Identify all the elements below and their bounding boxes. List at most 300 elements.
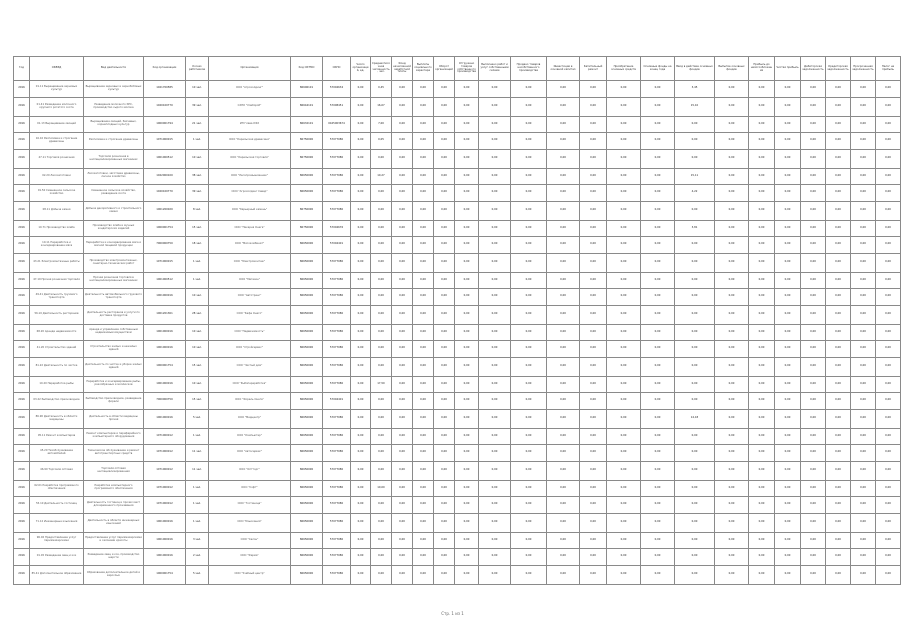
table-cell: 0,00 <box>392 513 413 532</box>
table-cell: 0,00 <box>434 324 455 341</box>
table-cell: 2016 <box>14 237 30 254</box>
table-cell: 0,00 <box>675 149 715 168</box>
table-cell: ИП Глава КФХ <box>209 116 291 133</box>
table-cell: 0,00 <box>607 549 641 566</box>
table-cell: 0,00 <box>607 237 641 254</box>
table-cell: 0,00 <box>479 565 511 584</box>
table-cell: 0,00 <box>580 237 607 254</box>
table-cell: 86.90 Деятельность в области медицины <box>30 409 84 428</box>
table-cell: 0,00 <box>511 428 547 445</box>
table-cell: 10 чел. <box>186 81 209 98</box>
table-cell: 43.21 Электромонтажные работы <box>30 253 84 272</box>
table-cell: 57077080 <box>323 532 351 549</box>
table-cell: 0,00 <box>434 305 455 324</box>
table-cell: 86650000 <box>291 428 323 445</box>
table-cell: 0,00 <box>392 393 413 410</box>
page-number: Стр. 1 из 1 <box>441 611 464 616</box>
table-cell: 0,00 <box>641 393 675 410</box>
table-cell: 0,00 <box>511 532 547 549</box>
table-cell: 0,00 <box>715 289 749 306</box>
table-cell: 0,00 <box>434 532 455 549</box>
table-cell: 86650000 <box>291 513 323 532</box>
table-cell: 0,00 <box>547 532 580 549</box>
table-cell: 0,00 <box>547 253 580 272</box>
table-cell: 0,00 <box>511 445 547 462</box>
table-cell: 0,00 <box>371 497 392 514</box>
table-cell: 0,00 <box>826 324 851 341</box>
table-row <box>14 513 901 532</box>
table-cell: 2016 <box>14 149 30 168</box>
table-cell: 0,00 <box>607 532 641 549</box>
table-cell: 0,00 <box>826 289 851 306</box>
table-cell: 0,00 <box>455 549 479 566</box>
table-cell: 0,00 <box>479 185 511 202</box>
table-cell: ООО "Медцентр" <box>209 409 291 428</box>
table-cell: 57077080 <box>323 168 351 185</box>
table-cell: 0,00 <box>851 549 876 566</box>
table-cell: 1071000015 <box>144 133 186 150</box>
table-cell: 86650000 <box>291 409 323 428</box>
table-cell: 0,00 <box>775 532 801 549</box>
column-header: Код ОКТМО <box>291 57 323 81</box>
table-cell: 0,00 <box>749 461 775 480</box>
table-cell: 81.22 Деятельность по чистке <box>30 357 84 376</box>
table-cell: Смешанное сельское хозяйство, разведение скота <box>84 185 144 202</box>
table-cell: Деятельность ресторанов и услуги по доставке продуктов <box>84 305 144 324</box>
table-cell: 0,00 <box>775 133 801 150</box>
table-cell: 0,00 <box>715 480 749 497</box>
table-cell: Выращивание зерновых и зернобобовых культур <box>84 81 144 98</box>
table-cell: 0,00 <box>434 461 455 480</box>
table-cell: 8 чел. <box>186 201 209 220</box>
table-cell: 0,00 <box>801 409 826 428</box>
table-cell: 0,00 <box>479 220 511 237</box>
table-cell: 47.11 Торговля розничная <box>30 149 84 168</box>
table-cell: 1001200020 <box>144 201 186 220</box>
table-cell: 0,00 <box>455 237 479 254</box>
table-cell: 0,00 <box>675 237 715 254</box>
column-header: Организация <box>209 57 291 81</box>
table-cell: 0,00 <box>775 185 801 202</box>
table-cell: 0,00 <box>479 133 511 150</box>
table-cell: 0,00 <box>547 409 580 428</box>
table-cell: 0,00 <box>580 305 607 324</box>
table-cell: 0,00 <box>801 549 826 566</box>
table-cell: 2016 <box>14 253 30 272</box>
table-cell: 0,00 <box>455 324 479 341</box>
table-cell: 2016 <box>14 97 30 116</box>
table-cell: 2016 <box>14 376 30 393</box>
table-cell: 0,00 <box>371 341 392 358</box>
table-row <box>14 532 901 549</box>
table-cell: 86650000 <box>291 341 323 358</box>
table-cell: 0,00 <box>511 565 547 584</box>
table-cell: 0,00 <box>641 168 675 185</box>
table-cell: 0,00 <box>351 565 371 584</box>
table-cell: 0,00 <box>479 168 511 185</box>
table-cell: 2016 <box>14 185 30 202</box>
table-cell: 0,00 <box>434 133 455 150</box>
table-cell: 0,00 <box>351 116 371 133</box>
table-cell: Производство хлеба и мучных кондитерских изделий <box>84 220 144 237</box>
table-cell: 0,00 <box>715 376 749 393</box>
table-cell: 2016 <box>14 409 30 428</box>
table-cell: 0,00 <box>413 220 434 237</box>
table-cell: 0,00 <box>607 461 641 480</box>
table-cell: 0,00 <box>434 253 455 272</box>
table-row <box>14 81 901 98</box>
table-cell: 0,00 <box>351 133 371 150</box>
table-cell: 0,00 <box>749 97 775 116</box>
table-cell: 0,00 <box>775 428 801 445</box>
table-cell: 0,00 <box>547 168 580 185</box>
table-cell: 0,00 <box>715 305 749 324</box>
table-cell: 0,00 <box>826 357 851 376</box>
table-cell: 2016 <box>14 324 30 341</box>
table-cell: 0,00 <box>876 185 901 202</box>
table-cell: 0,00 <box>392 305 413 324</box>
table-cell: 0,00 <box>851 324 876 341</box>
table-cell: 1001000016 <box>144 532 186 549</box>
table-cell: ООО "Компьютер" <box>209 428 291 445</box>
table-cell: 0,00 <box>675 480 715 497</box>
table-cell: 0,00 <box>547 513 580 532</box>
table-cell: 0,00 <box>580 149 607 168</box>
table-cell: Разведение молочного КРС, производство сырого молока <box>84 97 144 116</box>
table-cell: 0,00 <box>826 168 851 185</box>
table-cell: 0,00 <box>479 445 511 462</box>
table-cell: 0,00 <box>351 272 371 289</box>
table-cell: 86650000 <box>291 549 323 566</box>
table-cell: 0,00 <box>455 357 479 376</box>
table-cell: 0,00 <box>749 428 775 445</box>
column-header: Отгружено товаров собственного производства <box>455 57 479 81</box>
table-cell: 0,00 <box>371 357 392 376</box>
table-cell: 0,00 <box>434 97 455 116</box>
table-cell: 0,00 <box>511 357 547 376</box>
table-cell: 57077080 <box>323 133 351 150</box>
table-cell: 0,00 <box>749 549 775 566</box>
table-cell: 0,00 <box>715 201 749 220</box>
table-row <box>14 185 901 202</box>
table-cell: 0,00 <box>413 185 434 202</box>
table-cell: 0,00 <box>826 97 851 116</box>
table-cell: 0,00 <box>392 81 413 98</box>
table-cell: ООО "Карельская торговля" <box>209 149 291 168</box>
table-cell: 0,00 <box>351 428 371 445</box>
table-cell: 1001000016 <box>144 289 186 306</box>
table-cell: 0,00 <box>434 549 455 566</box>
table-cell: 2016 <box>14 133 30 150</box>
table-cell: 0,00 <box>851 341 876 358</box>
table-row <box>14 357 901 376</box>
table-cell: 0,00 <box>749 201 775 220</box>
table-cell: 0,00 <box>641 237 675 254</box>
table-row <box>14 272 901 289</box>
table-cell: 0,00 <box>607 393 641 410</box>
table-cell: 0,00 <box>511 237 547 254</box>
table-cell: 0,00 <box>479 289 511 306</box>
table-cell: 0,00 <box>413 272 434 289</box>
table-cell: 0,00 <box>413 428 434 445</box>
table-cell: 0,00 <box>607 185 641 202</box>
table-cell: 0,00 <box>455 305 479 324</box>
table-cell: 0,00 <box>607 376 641 393</box>
table-cell: 0,00 <box>455 480 479 497</box>
table-cell: 15 чел. <box>186 357 209 376</box>
table-cell: 0,00 <box>455 565 479 584</box>
table-cell: 0,00 <box>749 289 775 306</box>
table-cell: 0,00 <box>675 393 715 410</box>
table-cell: 0,00 <box>413 97 434 116</box>
table-cell: Торговля розничная в неспециализированных магазинах <box>84 149 144 168</box>
table-cell: 0,00 <box>876 133 901 150</box>
table-cell: 0,00 <box>413 357 434 376</box>
table-cell: ООО "Агрохолдинг Север" <box>209 185 291 202</box>
table-cell: 0,00 <box>351 97 371 116</box>
table-cell: 0,00 <box>641 409 675 428</box>
table-cell: 0,00 <box>641 272 675 289</box>
table-cell: 0,00 <box>675 461 715 480</box>
table-cell: 0,00 <box>479 97 511 116</box>
table-cell: 57077080 <box>323 305 351 324</box>
table-cell: 0,00 <box>876 272 901 289</box>
table-cell: 16.10 Распиловка и строгание древесины <box>30 133 84 150</box>
table-row <box>14 480 901 497</box>
table-cell: 0,00 <box>801 149 826 168</box>
table-header-row <box>14 57 901 81</box>
table-cell: 0,00 <box>876 461 901 480</box>
table-cell: 0,00 <box>876 532 901 549</box>
table-cell: 0,00 <box>641 324 675 341</box>
table-cell: 0,00 <box>749 220 775 237</box>
table-cell: 0,00 <box>851 133 876 150</box>
table-cell: 57077080 <box>323 497 351 514</box>
table-cell: 0,00 <box>351 513 371 532</box>
table-row <box>14 565 901 584</box>
column-header: Вид деятельности <box>84 57 144 81</box>
table-cell: 0,00 <box>371 237 392 254</box>
column-header: Прибыль до налогообложения <box>749 57 775 81</box>
table-cell: 0,00 <box>547 185 580 202</box>
table-cell: 0,00 <box>851 201 876 220</box>
table-cell: 57077080 <box>323 409 351 428</box>
table-cell: 0,00 <box>511 376 547 393</box>
table-cell: 0,00 <box>511 168 547 185</box>
table-cell: 1 чел. <box>186 428 209 445</box>
table-cell: 0,00 <box>801 324 826 341</box>
table-cell: 0,00 <box>851 565 876 584</box>
table-cell: 0,00 <box>826 253 851 272</box>
table-cell: 0,00 <box>801 81 826 98</box>
table-row <box>14 201 901 220</box>
table-cell: 2016 <box>14 428 30 445</box>
table-cell: 0,00 <box>826 497 851 514</box>
table-cell: 18 чел. <box>186 237 209 254</box>
table-cell: 01.45 Разведение овец и коз <box>30 549 84 566</box>
table-cell: 0,00 <box>351 376 371 393</box>
table-cell: 0,00 <box>580 116 607 133</box>
table-cell: 0,00 <box>851 220 876 237</box>
table-cell: 0,00 <box>749 81 775 98</box>
table-cell: 1022000100 <box>144 168 186 185</box>
table-cell: 0,00 <box>775 513 801 532</box>
table-cell: 10.20 Переработка рыбы <box>30 376 84 393</box>
table-cell: 0,00 <box>434 393 455 410</box>
table-cell: 0,00 <box>607 220 641 237</box>
table-cell: 0,00 <box>455 445 479 462</box>
table-cell: 0,00 <box>351 461 371 480</box>
table-cell: 11 чел. <box>186 445 209 462</box>
table-cell: 0,00 <box>371 461 392 480</box>
table-cell: 0,00 <box>715 81 749 98</box>
table-cell: 2016 <box>14 220 30 237</box>
table-cell: 0,00 <box>455 97 479 116</box>
table-cell: 1001000016 <box>144 341 186 358</box>
table-cell: 0,00 <box>547 341 580 358</box>
table-cell: 0,00 <box>371 149 392 168</box>
table-cell: Выращивание овощей, бахчевых, корнеплодных культур <box>84 116 144 133</box>
table-cell: 86750000 <box>291 133 323 150</box>
table-cell: 0,00 <box>413 393 434 410</box>
table-cell: 0,00 <box>715 341 749 358</box>
table-cell: 0165003674 <box>323 116 351 133</box>
table-cell: Добыча декоративного и строительного камня <box>84 201 144 220</box>
table-cell: 0,00 <box>876 341 901 358</box>
table-cell: 0,00 <box>479 497 511 514</box>
table-cell: 0,00 <box>607 305 641 324</box>
table-cell: 0,00 <box>876 445 901 462</box>
table-cell: 0,00 <box>434 341 455 358</box>
column-header: Кредиторская задолженность <box>826 57 851 81</box>
table-cell: 3 чел. <box>186 532 209 549</box>
table-cell: 0,00 <box>675 497 715 514</box>
table-cell: Предоставление услуг парикмахерскими и салонами красоты <box>84 532 144 549</box>
table-cell: 0,00 <box>392 409 413 428</box>
table-cell: 0,00 <box>434 272 455 289</box>
table-cell: 0,00 <box>749 305 775 324</box>
table-cell: 0,00 <box>641 480 675 497</box>
table-cell: 0,00 <box>801 357 826 376</box>
table-cell: 0,00 <box>801 272 826 289</box>
table-cell: 0,00 <box>876 149 901 168</box>
table-cell: 0,00 <box>775 201 801 220</box>
table-row <box>14 289 901 306</box>
table-cell: 0,00 <box>749 445 775 462</box>
table-cell: Переработка и консервирование рыбы, ракообразных и моллюсков <box>84 376 144 393</box>
column-header: Инвестиции в основной капитал <box>547 57 580 81</box>
column-header: Фонд начисленной заработной платы <box>392 57 413 81</box>
table-cell: 0,00 <box>749 532 775 549</box>
table-cell: 0,00 <box>580 97 607 116</box>
table-cell: 0,00 <box>641 253 675 272</box>
table-cell: 0,00 <box>826 81 851 98</box>
table-cell: 0,00 <box>876 324 901 341</box>
table-cell: 2016 <box>14 461 30 480</box>
column-header: Капитальный ремонт <box>580 57 607 81</box>
table-cell: 0,00 <box>351 341 371 358</box>
table-cell: 86650000 <box>291 445 323 462</box>
table-cell: 0,00 <box>580 341 607 358</box>
table-cell: 0,00 <box>479 149 511 168</box>
table-cell: 0,00 <box>675 305 715 324</box>
table-cell: 0,00 <box>455 133 479 150</box>
table-cell: 0,00 <box>413 513 434 532</box>
table-cell: 0,00 <box>580 445 607 462</box>
table-cell: 0,00 <box>607 565 641 584</box>
table-cell: 0,00 <box>455 409 479 428</box>
table-cell: 0,00 <box>775 461 801 480</box>
table-cell: Производство электромонтажных, санитарно-технических работ <box>84 253 144 272</box>
table-cell: 0,00 <box>641 341 675 358</box>
table-cell: 2016 <box>14 565 30 584</box>
table-cell: 1071000012 <box>144 497 186 514</box>
table-cell: 1001000016 <box>144 409 186 428</box>
table-cell: 0,00 <box>826 513 851 532</box>
table-cell: 0,00 <box>580 480 607 497</box>
table-cell: 0,00 <box>580 253 607 272</box>
column-header: Основные фонды на конец года <box>641 57 675 81</box>
table-cell: 1001000016 <box>144 376 186 393</box>
table-cell: 2016 <box>14 341 30 358</box>
column-header: Ввод в действие основных фондов <box>675 57 715 81</box>
table-cell: 0,00 <box>392 480 413 497</box>
table-cell: ООО "Рыбопереработка" <box>209 376 291 393</box>
table-cell: 0,00 <box>434 565 455 584</box>
table-cell: 0,00 <box>801 237 826 254</box>
table-cell: 10 чел. <box>186 376 209 393</box>
table-cell: 0,00 <box>775 168 801 185</box>
table-cell: 0,00 <box>775 116 801 133</box>
table-cell: 0,00 <box>715 357 749 376</box>
table-cell: 46.90 Торговля оптовая <box>30 461 84 480</box>
table-row <box>14 393 901 410</box>
table-cell: 0,00 <box>547 149 580 168</box>
table-cell: 3,81 <box>675 220 715 237</box>
table-cell: 0,00 <box>675 253 715 272</box>
table-cell: 0,00 <box>675 289 715 306</box>
table-cell: 0,00 <box>641 133 675 150</box>
table-row <box>14 253 901 272</box>
table-cell: СХПК "Хлебороб" <box>209 97 291 116</box>
table-cell: 01.11 Выращивание зерновых культур <box>30 81 84 98</box>
table-cell: 0,00 <box>851 168 876 185</box>
table-cell: ООО "Чистый дом" <box>209 357 291 376</box>
table-cell: 56.10 Деятельность ресторанов <box>30 305 84 324</box>
table-cell: 0,00 <box>749 324 775 341</box>
table-cell: 0,00 <box>371 549 392 566</box>
table-cell: 0,00 <box>434 81 455 98</box>
table-cell: Строительство жилых и нежилых зданий <box>84 341 144 358</box>
table-cell: Ремонт компьютеров и периферийного компьютерного оборудования <box>84 428 144 445</box>
table-cell: 0,00 <box>479 461 511 480</box>
table-cell: 0,00 <box>511 549 547 566</box>
table-cell: 0,00 <box>749 480 775 497</box>
table-cell: 0,00 <box>547 393 580 410</box>
table-cell: 57004401 <box>323 237 351 254</box>
table-cell: 0,00 <box>547 376 580 393</box>
table-cell: 10,27 <box>371 168 392 185</box>
table-cell: 0,00 <box>607 324 641 341</box>
table-cell: 57077080 <box>323 445 351 462</box>
table-cell: 86650000 <box>291 272 323 289</box>
table-cell: 0,00 <box>455 116 479 133</box>
table-cell: 0,00 <box>580 272 607 289</box>
table-cell: 0,00 <box>455 185 479 202</box>
table-cell: 57077080 <box>323 357 351 376</box>
table-cell: 0,00 <box>641 289 675 306</box>
table-cell: 0,00 <box>641 149 675 168</box>
